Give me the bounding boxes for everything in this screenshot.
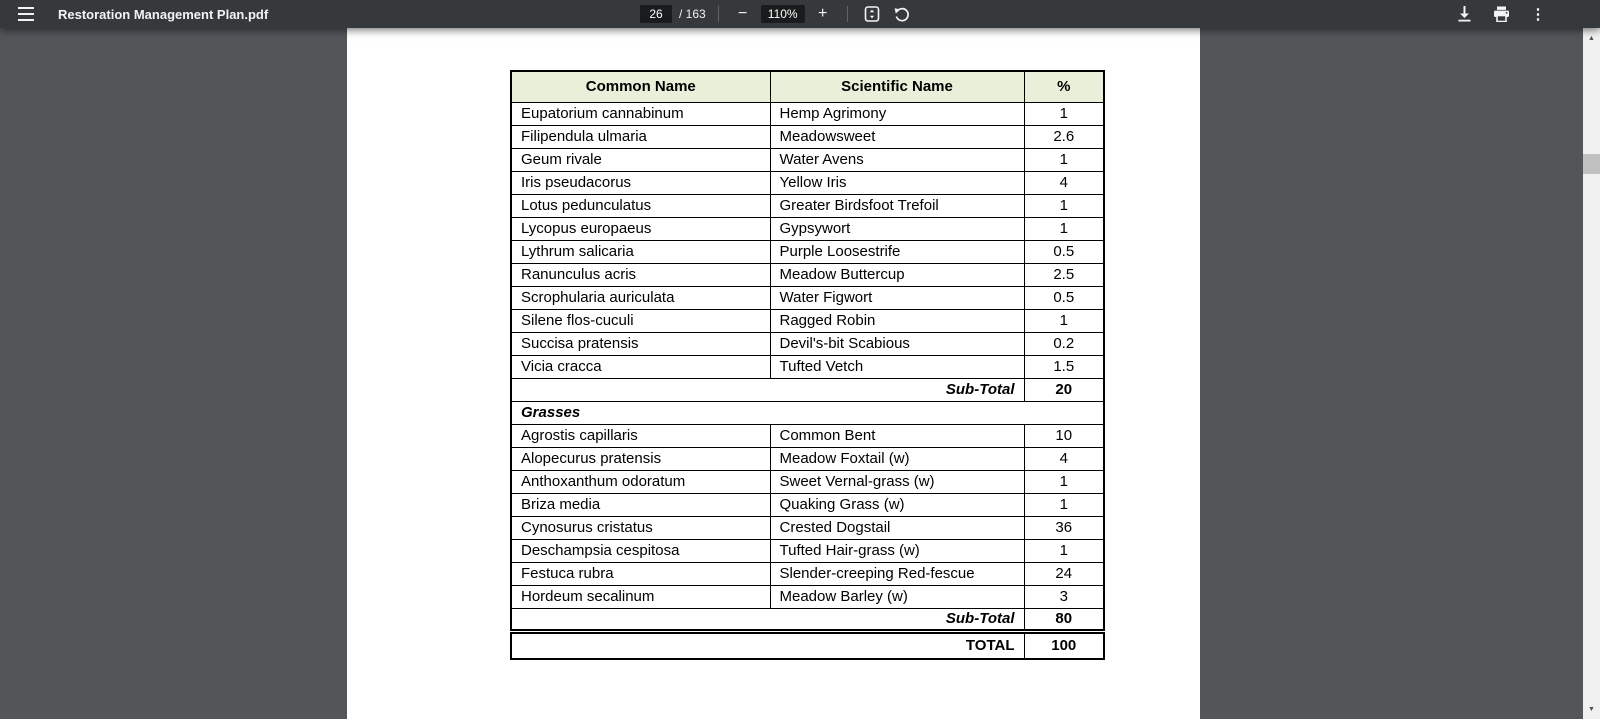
column-header-1: Scientific Name	[770, 71, 1024, 102]
rotate-counterclockwise-icon	[893, 6, 910, 23]
section-title-row	[511, 401, 1104, 424]
subtotal-value: 80	[1024, 608, 1104, 631]
pdf-page	[347, 28, 1200, 719]
document-title: Restoration Management Plan.pdf	[58, 6, 269, 22]
cell-common-name: Eupatorium cannabinum	[511, 102, 770, 125]
cell-common-name: Deschampsia cespitosa	[511, 539, 770, 562]
page-number-input[interactable]	[640, 5, 672, 23]
cell-common-name: Succisa pratensis	[511, 332, 770, 355]
cell-percent: 0.2	[1024, 332, 1104, 355]
cell-common-name: Alopecurus pratensis	[511, 447, 770, 470]
cell-scientific-name: Quaking Grass (w)	[770, 493, 1024, 516]
pdf-viewer-area	[0, 28, 1600, 719]
toolbar-left-group	[0, 2, 268, 26]
cell-common-name: Festuca rubra	[511, 562, 770, 585]
table-row	[511, 447, 1104, 470]
section-title-cell: Grasses	[511, 401, 1104, 424]
print-icon	[1493, 6, 1510, 22]
table-row	[511, 263, 1104, 286]
cell-percent: 4	[1024, 171, 1104, 194]
total-row	[511, 631, 1104, 659]
table-row	[511, 194, 1104, 217]
cell-percent: 3	[1024, 585, 1104, 608]
scroll-down-arrow[interactable]: ▼	[1588, 705, 1595, 713]
cell-percent: 10	[1024, 424, 1104, 447]
subtotal-row-1	[511, 608, 1104, 631]
total-label: TOTAL	[511, 631, 1024, 659]
subtotal-label: Sub-Total	[511, 378, 1024, 401]
cell-percent: 1.5	[1024, 355, 1104, 378]
toolbar-right-group	[1452, 2, 1600, 26]
zoom-level-input[interactable]	[761, 5, 805, 23]
cell-percent: 1	[1024, 217, 1104, 240]
table-head	[511, 71, 1104, 102]
hamburger-icon	[18, 7, 34, 21]
table-row	[511, 102, 1104, 125]
cell-scientific-name: Hemp Agrimony	[770, 102, 1024, 125]
table-row	[511, 562, 1104, 585]
pdf-toolbar	[0, 0, 1600, 28]
table-row	[511, 516, 1104, 539]
cell-common-name: Scrophularia auriculata	[511, 286, 770, 309]
subtotal-row-0	[511, 378, 1104, 401]
toolbar-center-group	[640, 0, 914, 28]
cell-common-name: Silene flos-cuculi	[511, 309, 770, 332]
cell-scientific-name: Purple Loosestrife	[770, 240, 1024, 263]
download-button[interactable]	[1452, 2, 1476, 26]
table-row	[511, 217, 1104, 240]
cell-percent: 1	[1024, 194, 1104, 217]
cell-common-name: Hordeum secalinum	[511, 585, 770, 608]
table-row	[511, 355, 1104, 378]
cell-percent: 1	[1024, 493, 1104, 516]
fit-to-page-button[interactable]	[860, 2, 884, 26]
column-header-0: Common Name	[511, 71, 770, 102]
cell-percent: 1	[1024, 148, 1104, 171]
cell-percent: 2.5	[1024, 263, 1104, 286]
download-icon	[1457, 6, 1472, 22]
cell-scientific-name: Meadowsweet	[770, 125, 1024, 148]
table-row	[511, 171, 1104, 194]
total-value: 100	[1024, 631, 1104, 659]
table-row	[511, 148, 1104, 171]
cell-common-name: Iris pseudacorus	[511, 171, 770, 194]
column-header-2: %	[1024, 71, 1104, 102]
cell-scientific-name: Greater Birdsfoot Trefoil	[770, 194, 1024, 217]
cell-scientific-name: Water Figwort	[770, 286, 1024, 309]
table-row	[511, 309, 1104, 332]
cell-percent: 1	[1024, 470, 1104, 493]
toolbar-divider	[847, 6, 848, 22]
cell-scientific-name: Slender-creeping Red-fescue	[770, 562, 1024, 585]
cell-scientific-name: Meadow Buttercup	[770, 263, 1024, 286]
print-button[interactable]	[1489, 2, 1513, 26]
cell-common-name: Briza media	[511, 493, 770, 516]
vertical-scrollbar[interactable]	[1583, 28, 1600, 719]
cell-scientific-name: Tufted Hair-grass (w)	[770, 539, 1024, 562]
table-row	[511, 332, 1104, 355]
page-count-label: / 163	[679, 7, 706, 21]
cell-percent: 24	[1024, 562, 1104, 585]
cell-percent: 4	[1024, 447, 1104, 470]
table-row	[511, 424, 1104, 447]
zoom-out-button[interactable]: −	[731, 2, 755, 26]
table-row	[511, 493, 1104, 516]
cell-percent: 0.5	[1024, 286, 1104, 309]
fit-to-page-icon	[864, 6, 880, 22]
cell-scientific-name: Yellow Iris	[770, 171, 1024, 194]
menu-button[interactable]	[14, 2, 38, 26]
cell-scientific-name: Gypsywort	[770, 217, 1024, 240]
subtotal-label: Sub-Total	[511, 608, 1024, 631]
cell-common-name: Agrostis capillaris	[511, 424, 770, 447]
cell-scientific-name: Meadow Barley (w)	[770, 585, 1024, 608]
cell-common-name: Geum rivale	[511, 148, 770, 171]
table-row	[511, 470, 1104, 493]
table-row	[511, 240, 1104, 263]
cell-common-name: Lythrum salicaria	[511, 240, 770, 263]
subtotal-value: 20	[1024, 378, 1104, 401]
cell-scientific-name: Sweet Vernal-grass (w)	[770, 470, 1024, 493]
cell-scientific-name: Water Avens	[770, 148, 1024, 171]
scrollbar-thumb[interactable]	[1583, 154, 1600, 174]
kebab-icon: ⋮	[1530, 6, 1546, 23]
table-row	[511, 585, 1104, 608]
cell-common-name: Cynosurus cristatus	[511, 516, 770, 539]
cell-scientific-name: Crested Dogstail	[770, 516, 1024, 539]
scroll-up-arrow[interactable]: ▲	[1588, 34, 1595, 42]
cell-scientific-name: Common Bent	[770, 424, 1024, 447]
cell-percent: 36	[1024, 516, 1104, 539]
table-row	[511, 125, 1104, 148]
more-options-button[interactable]	[1526, 2, 1550, 26]
cell-percent: 2.6	[1024, 125, 1104, 148]
cell-percent: 1	[1024, 309, 1104, 332]
header-row	[511, 71, 1104, 102]
cell-percent: 0.5	[1024, 240, 1104, 263]
table-row	[511, 286, 1104, 309]
cell-common-name: Filipendula ulmaria	[511, 125, 770, 148]
cell-percent: 1	[1024, 102, 1104, 125]
cell-common-name: Lycopus europaeus	[511, 217, 770, 240]
table-body	[511, 102, 1104, 659]
table-row	[511, 539, 1104, 562]
cell-common-name: Ranunculus acris	[511, 263, 770, 286]
cell-common-name: Lotus pedunculatus	[511, 194, 770, 217]
rotate-button[interactable]	[890, 2, 914, 26]
cell-scientific-name: Ragged Robin	[770, 309, 1024, 332]
toolbar-divider	[718, 6, 719, 22]
zoom-in-button[interactable]: +	[811, 2, 835, 26]
cell-percent: 1	[1024, 539, 1104, 562]
cell-scientific-name: Tufted Vetch	[770, 355, 1024, 378]
cell-scientific-name: Devil's-bit Scabious	[770, 332, 1024, 355]
cell-common-name: Anthoxanthum odoratum	[511, 470, 770, 493]
cell-scientific-name: Meadow Foxtail (w)	[770, 447, 1024, 470]
seed-mix-table	[510, 70, 1105, 660]
cell-common-name: Vicia cracca	[511, 355, 770, 378]
